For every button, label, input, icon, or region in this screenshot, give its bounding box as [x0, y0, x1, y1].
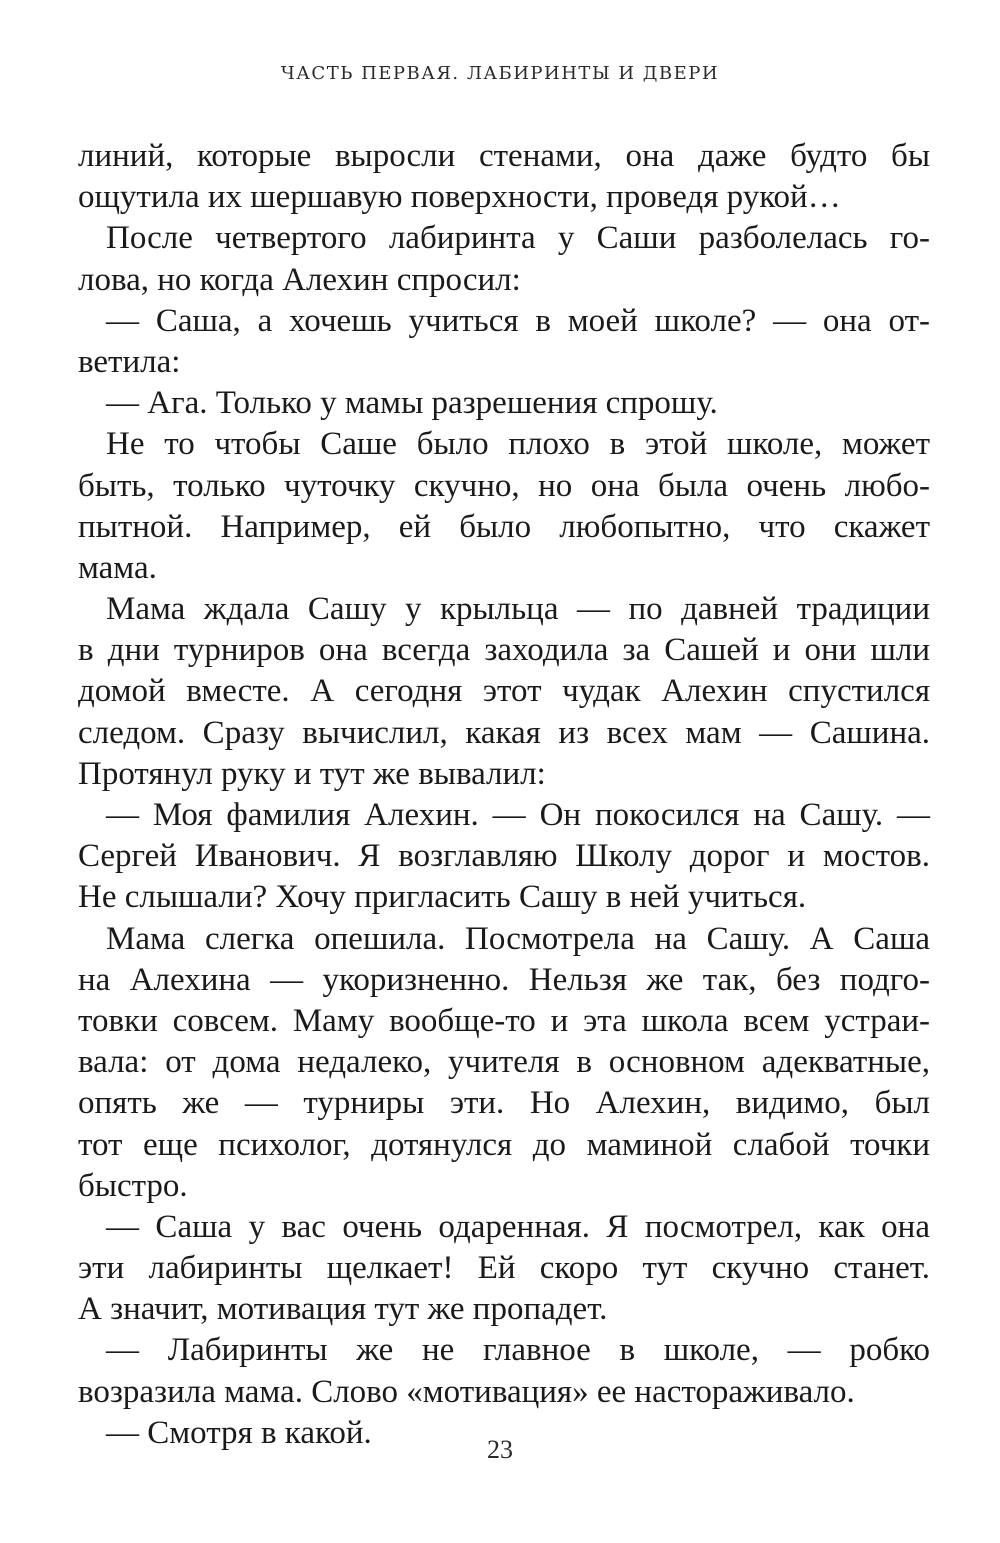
text-line: следом. Сразу вычислил, какая из всех мам — Сашина.	[78, 714, 930, 751]
text-line: После четвертого лабиринта у Саши разболелась го-	[106, 220, 930, 257]
paragraph	[78, 1330, 930, 1412]
text-line: А значит, мотивация тут же пропадет.	[78, 1291, 608, 1328]
text-line: Сергей Иванович. Я возглавляю Школу дорог и мостов.	[78, 838, 930, 875]
text-line: — Моя фамилия Алехин. — Он покосился на Сашу. —	[106, 797, 930, 833]
text-line: в дни турниров она всегда заходила за Сашей и они шли	[78, 632, 930, 669]
body-text	[78, 136, 930, 1454]
text-line: тот еще психолог, дотянулся до маминой слабой точки	[78, 1126, 930, 1163]
page-number: 23	[487, 1435, 513, 1464]
text-line: — Саша, а хочешь учиться в моей школе? — она от-	[106, 302, 930, 339]
paragraph	[78, 218, 930, 300]
text-line: мама.	[78, 549, 157, 586]
paragraph	[78, 383, 930, 424]
paragraph	[78, 424, 930, 589]
text-line: — Лабиринты же не главное в школе, — робко	[106, 1332, 930, 1369]
text-line: на Алехина — укоризненно. Нельзя же так, без подго-	[78, 961, 930, 998]
text-line: Мама слегка опешила. Посмотрела на Сашу. А Саша	[106, 920, 930, 957]
text-line: опять же — турниры эти. Но Алехин, видимо, был	[78, 1085, 930, 1122]
text-line: быстро.	[78, 1167, 188, 1204]
paragraph	[78, 1207, 930, 1331]
text-line: — Ага. Только у мамы разрешения спрошу.	[106, 385, 718, 422]
paragraph	[78, 589, 930, 795]
text-line: линий, которые выросли стенами, она даже будто бы	[78, 138, 930, 174]
text-line: эти лабиринты щелкает! Ей скоро тут скучно станет.	[78, 1250, 930, 1287]
paragraph	[78, 301, 930, 383]
text-line: товки совсем. Маму вообще-то и эта школа всем устраи-	[78, 1002, 930, 1039]
paragraph	[78, 136, 930, 218]
text-line: вала: от дома недалеко, учителя в основном адекватные,	[78, 1044, 930, 1081]
paragraph	[78, 795, 930, 919]
text-line: ветила:	[78, 343, 181, 380]
running-head: ЧАСТЬ ПЕРВАЯ. ЛАБИРИНТЫ И ДВЕРИ	[280, 63, 720, 84]
text-line: — Смотря в какой.	[106, 1414, 372, 1451]
paragraph	[78, 919, 930, 1207]
text-line: лова, но когда Алехин спросил:	[78, 261, 521, 298]
text-line: домой вместе. А сегодня этот чудак Алехин спустился	[78, 673, 930, 710]
text-line: пытной. Например, ей было любопытно, что скажет	[78, 508, 930, 545]
text-line: ощутила их шершавую поверхности, проведя рукой…	[78, 179, 841, 216]
text-line: Не слышали? Хочу пригласить Сашу в ней учиться.	[78, 879, 807, 916]
text-line: Протянул руку и тут же вывалил:	[78, 755, 546, 792]
text-line: возразила мама. Слово «мотивация» ее настораживало.	[78, 1373, 855, 1410]
text-line: Мама ждала Сашу у крыльца — по давней традиции	[106, 591, 930, 628]
text-line: — Саша у вас очень одаренная. Я посмотрел, как она	[106, 1208, 930, 1245]
text-line: Не то чтобы Саше было плохо в этой школе, может	[106, 426, 930, 463]
text-line: быть, только чуточку скучно, но она была очень любо-	[78, 467, 930, 504]
